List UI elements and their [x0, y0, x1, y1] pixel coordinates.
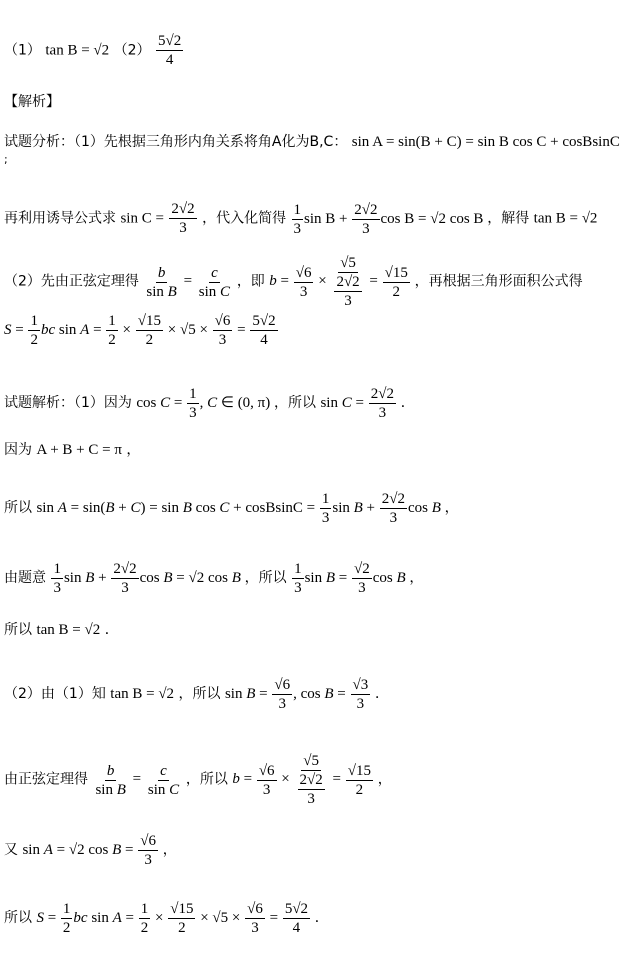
- solution-line-7: [4, 752, 392, 808]
- solution-line-7-b-value: b = $\frac{√6}{3}$ × $\frac{√5}{\frac{2√2}{3}}$ = $\frac{√15}{2}$: [232, 753, 371, 807]
- solution-line-3: [4, 490, 459, 527]
- section-title: 【解析】: [4, 94, 60, 110]
- solution-line-1-end: ．: [400, 394, 415, 411]
- solution-line-9: [4, 900, 329, 937]
- answer-2-numerator: 5√2: [157, 33, 182, 49]
- solution-line-9-end: ．: [314, 909, 329, 926]
- solution-line-6: [4, 676, 389, 713]
- analysis-line-2-result: tan B = √2: [533, 210, 598, 227]
- analysis-line-3-tail: ，再根据三角形面积公式得: [414, 273, 583, 290]
- analysis-line-1: [4, 132, 620, 152]
- solution-line-1-cond: cos C = $\frac{1}{3}$ , C ∈ (0, π): [136, 386, 275, 421]
- solution-line-4-mid: ，所以: [244, 569, 287, 586]
- answer-2-denominator: 4: [165, 52, 174, 68]
- solution-line-5-prefix: 所以: [4, 622, 32, 638]
- solution-line-4-prefix: 由题意: [4, 569, 46, 586]
- solution-line-3-end: ，: [444, 499, 459, 516]
- analysis-line-2-prefix: 再利用诱导公式求: [4, 210, 116, 227]
- solution-line-2-formula: A + B + C = π: [36, 442, 122, 458]
- solution-line-5-formula: tan B = √2: [36, 622, 101, 638]
- solution-line-1: [4, 385, 415, 422]
- solution-line-6-result: sin B = $\frac{√6}{3}$ , cos B = $\frac{√3}{3}$: [224, 677, 369, 712]
- solution-line-2-prefix: 因为: [4, 442, 32, 458]
- analysis-line-2: [4, 200, 597, 238]
- analysis-line-1-formula: sin A = sin(B + C) = sin B cos C + cosBsinC: [351, 134, 620, 150]
- analysis-line-1-tail: ;: [4, 153, 8, 166]
- solution-line-8-prefix: 又: [4, 841, 18, 858]
- area-formula-analysis: S = $\frac{1}{2}$ bc sin A = $\frac{1}{2}$ × $\frac{√15}{2}$ × √5 × $\frac{√6}{3}$ = $\frac{5√2}{4}$: [4, 313, 276, 348]
- analysis-line-3-prefix: （2）先由正弦定理得: [4, 273, 139, 290]
- solution-line-5: [4, 620, 119, 640]
- solution-line-4-formula: $\frac{1}{3}$ sin B + $\frac{2√2}{3}$ cos B = √2 cos B: [53, 561, 241, 596]
- solution-line-6-mid: ，所以: [178, 685, 221, 702]
- solution-line-6-end: ．: [374, 685, 389, 702]
- analysis-line-2-expr: $\frac{1}{3}$ sin B + $\frac{2√2}{3}$ cos B = √2 cos B: [293, 201, 488, 237]
- solution-line-4-result: $\frac{1}{3}$ sin B = $\frac{√2}{3}$ cos B: [294, 561, 406, 596]
- answer-2-fraction: [156, 32, 183, 69]
- solution-line-7-prefix: 由正弦定理得: [4, 771, 88, 788]
- analysis-line-2-sinC: sin C =: [120, 210, 164, 227]
- solution-line-7-mid: ，所以: [185, 771, 228, 788]
- analysis-line-1-prefix: 试题分析：（1）先根据三角形内角关系将角A化为B,C：: [4, 134, 348, 150]
- solution-line-4-end: ，: [409, 569, 424, 586]
- solution-line-8: [4, 832, 177, 869]
- analysis-line-2-tail: ，解得: [487, 210, 530, 227]
- answer-label-1: （1）: [4, 42, 41, 59]
- solution-line-2-end: ，: [126, 442, 141, 458]
- solution-line-5-end: ．: [104, 622, 119, 638]
- solution-line-1-mid: ，所以: [274, 394, 317, 411]
- solution-line-9-formula: S = $\frac{1}{2}$ bc sin A = $\frac{1}{2}$ × $\frac{√15}{2}$ × √5 × $\frac{√6}{3}$ = $\frac{5√2}{4}$: [36, 901, 309, 936]
- solution-line-8-formula: sin A = √2 cos B = $\frac{√6}{3}$: [22, 833, 156, 868]
- solution-line-6-prefix: （2）由（1）知: [4, 685, 106, 702]
- sine-rule-formula: $\frac{b}{\text{sin B}}$ = $\frac{c}{\text{sin C}}$: [146, 264, 231, 300]
- solution-line-9-prefix: 所以: [4, 909, 32, 926]
- solution-line-2: [4, 440, 140, 460]
- solution-line-4: [4, 560, 423, 597]
- solution-line-3-formula: sin A = sin(B + C) = sin B cos C + cosBsinC = $\frac{1}{3}$ sin B + $\frac{2√2}{3}$ cos B: [36, 491, 441, 526]
- solution-line-8-end: ，: [162, 841, 177, 858]
- analysis-line-2-frac-den: 3: [179, 220, 187, 236]
- solution-line-7-sine-rule: $\frac{b}{\text{sin B}}$ = $\frac{c}{\text{sin C}}$: [95, 762, 180, 798]
- solution-line-1-prefix: 试题解析：（1）因为: [4, 394, 132, 411]
- solution-line-1-result: sin C = $\frac{2√2}{3}$: [320, 386, 394, 421]
- analysis-line-2-mid: ，代入化简得: [202, 210, 287, 227]
- solution-line-7-end: ，: [377, 771, 392, 788]
- answer-1-formula: tan B = √2: [45, 42, 110, 59]
- answer-line: [4, 32, 184, 69]
- b-value-formula: b = $\frac{√6}{3}$ × $\frac{√5}{\frac{2√2}{3}}$ = $\frac{√15}{2}$: [269, 255, 408, 309]
- analysis-line-2-fraction: [169, 200, 196, 237]
- solution-line-6-formula: tan B = √2: [110, 685, 175, 702]
- solution-line-3-prefix: 所以: [4, 499, 32, 516]
- analysis-line-3-mid: ，即: [236, 273, 265, 290]
- analysis-line-2-frac-num: 2√2: [171, 201, 195, 217]
- analysis-line-3: [4, 254, 583, 310]
- answer-label-2: （2）: [113, 42, 151, 59]
